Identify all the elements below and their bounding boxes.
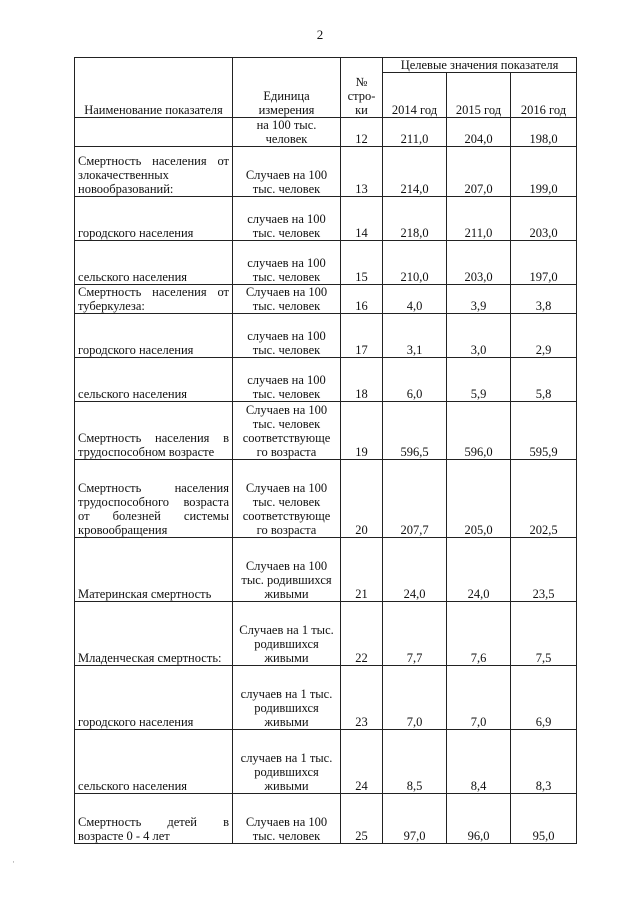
value-2014: 97,0 [383, 794, 447, 844]
table-row [75, 314, 577, 358]
table-body [75, 118, 577, 844]
indicator-name: городского населения [75, 197, 233, 241]
header-target-values: Целевые значения показателя [383, 58, 577, 73]
indicator-name: Материнская смертность [75, 538, 233, 602]
value-2016: 197,0 [511, 241, 577, 285]
value-2015: 8,4 [447, 730, 511, 794]
value-2016: 7,5 [511, 602, 577, 666]
row-number: 24 [341, 730, 383, 794]
unit-of-measure: случаев на 100 тыс. человек [233, 314, 341, 358]
value-2014: 207,7 [383, 460, 447, 538]
value-2014: 3,1 [383, 314, 447, 358]
indicator-name: Смертность населения от злокачественных новообразований: [75, 147, 233, 197]
value-2015: 211,0 [447, 197, 511, 241]
table-row [75, 402, 577, 460]
unit-of-measure: Случаев на 1 тыс. родившихся живыми [233, 602, 341, 666]
value-2016: 198,0 [511, 118, 577, 147]
value-2015: 5,9 [447, 358, 511, 402]
row-number: 22 [341, 602, 383, 666]
page-number: 2 [316, 27, 324, 42]
indicator-name: Младенческая смертность: [75, 602, 233, 666]
table-row [75, 460, 577, 538]
value-2015: 3,0 [447, 314, 511, 358]
value-2015: 205,0 [447, 460, 511, 538]
value-2014: 6,0 [383, 358, 447, 402]
value-2016: 23,5 [511, 538, 577, 602]
unit-of-measure: Случаев на 100 тыс. человек [233, 147, 341, 197]
table-row [75, 285, 577, 314]
value-2014: 596,5 [383, 402, 447, 460]
header-year-2016: 2016 год [511, 73, 577, 118]
value-2014: 7,7 [383, 602, 447, 666]
row-number: 15 [341, 241, 383, 285]
value-2014: 4,0 [383, 285, 447, 314]
value-2015: 96,0 [447, 794, 511, 844]
value-2016: 2,9 [511, 314, 577, 358]
indicator-name: Смертность детей в возрасте 0 - 4 лет [75, 794, 233, 844]
value-2015: 204,0 [447, 118, 511, 147]
value-2015: 207,0 [447, 147, 511, 197]
value-2015: 596,0 [447, 402, 511, 460]
table-row [75, 118, 577, 147]
indicator-name: Смертность населения трудоспособного возраста от болезней системы кровообращения [75, 460, 233, 538]
table-row [75, 197, 577, 241]
value-2014: 214,0 [383, 147, 447, 197]
row-number: 21 [341, 538, 383, 602]
row-number: 16 [341, 285, 383, 314]
value-2016: 8,3 [511, 730, 577, 794]
table-row [75, 358, 577, 402]
header-name: Наименование показателя [75, 58, 233, 118]
table-row [75, 666, 577, 730]
table-row [75, 147, 577, 197]
indicators-table [74, 57, 577, 844]
unit-of-measure: случаев на 100 тыс. человек [233, 358, 341, 402]
row-number: 20 [341, 460, 383, 538]
unit-of-measure: случаев на 1 тыс. родившихся живыми [233, 666, 341, 730]
row-number: 17 [341, 314, 383, 358]
row-number: 25 [341, 794, 383, 844]
value-2016: 203,0 [511, 197, 577, 241]
unit-of-measure: Случаев на 100 тыс. человек [233, 794, 341, 844]
unit-of-measure: случаев на 1 тыс. родившихся живыми [233, 730, 341, 794]
header-row-number: № стро-ки [341, 58, 383, 118]
value-2014: 210,0 [383, 241, 447, 285]
value-2014: 24,0 [383, 538, 447, 602]
indicator-name [75, 118, 233, 147]
value-2016: 95,0 [511, 794, 577, 844]
value-2015: 24,0 [447, 538, 511, 602]
header-year-2015: 2015 год [447, 73, 511, 118]
row-number: 19 [341, 402, 383, 460]
unit-of-measure: Случаев на 100 тыс. человек [233, 285, 341, 314]
value-2016: 3,8 [511, 285, 577, 314]
indicator-name: городского населения [75, 666, 233, 730]
table-row [75, 241, 577, 285]
value-2015: 3,9 [447, 285, 511, 314]
indicator-name: сельского населения [75, 358, 233, 402]
table-row [75, 730, 577, 794]
value-2015: 203,0 [447, 241, 511, 285]
row-number: 14 [341, 197, 383, 241]
scan-speck: · [12, 857, 15, 867]
row-number: 12 [341, 118, 383, 147]
header-year-2014: 2014 год [383, 73, 447, 118]
table-row [75, 538, 577, 602]
value-2016: 595,9 [511, 402, 577, 460]
unit-of-measure: на 100 тыс. человек [233, 118, 341, 147]
value-2015: 7,6 [447, 602, 511, 666]
unit-of-measure: случаев на 100 тыс. человек [233, 197, 341, 241]
value-2016: 202,5 [511, 460, 577, 538]
table-row [75, 602, 577, 666]
indicator-name: Смертность населения от туберкулеза: [75, 285, 233, 314]
unit-of-measure: Случаев на 100 тыс. родившихся живыми [233, 538, 341, 602]
value-2015: 7,0 [447, 666, 511, 730]
unit-of-measure: случаев на 100 тыс. человек [233, 241, 341, 285]
table-row [75, 794, 577, 844]
value-2014: 211,0 [383, 118, 447, 147]
indicator-name: Смертность населения в трудоспособном возрасте [75, 402, 233, 460]
indicator-name: сельского населения [75, 730, 233, 794]
value-2016: 5,8 [511, 358, 577, 402]
header-unit: Единица измерения [233, 58, 341, 118]
unit-of-measure: Случаев на 100 тыс. человек соответствующе го возраста [233, 460, 341, 538]
row-number: 18 [341, 358, 383, 402]
row-number: 23 [341, 666, 383, 730]
indicator-name: сельского населения [75, 241, 233, 285]
value-2016: 199,0 [511, 147, 577, 197]
value-2016: 6,9 [511, 666, 577, 730]
value-2014: 218,0 [383, 197, 447, 241]
unit-of-measure: Случаев на 100 тыс. человек соответствующе го возраста [233, 402, 341, 460]
row-number: 13 [341, 147, 383, 197]
indicator-name: городского населения [75, 314, 233, 358]
value-2014: 8,5 [383, 730, 447, 794]
table-header-row [75, 58, 577, 73]
value-2014: 7,0 [383, 666, 447, 730]
